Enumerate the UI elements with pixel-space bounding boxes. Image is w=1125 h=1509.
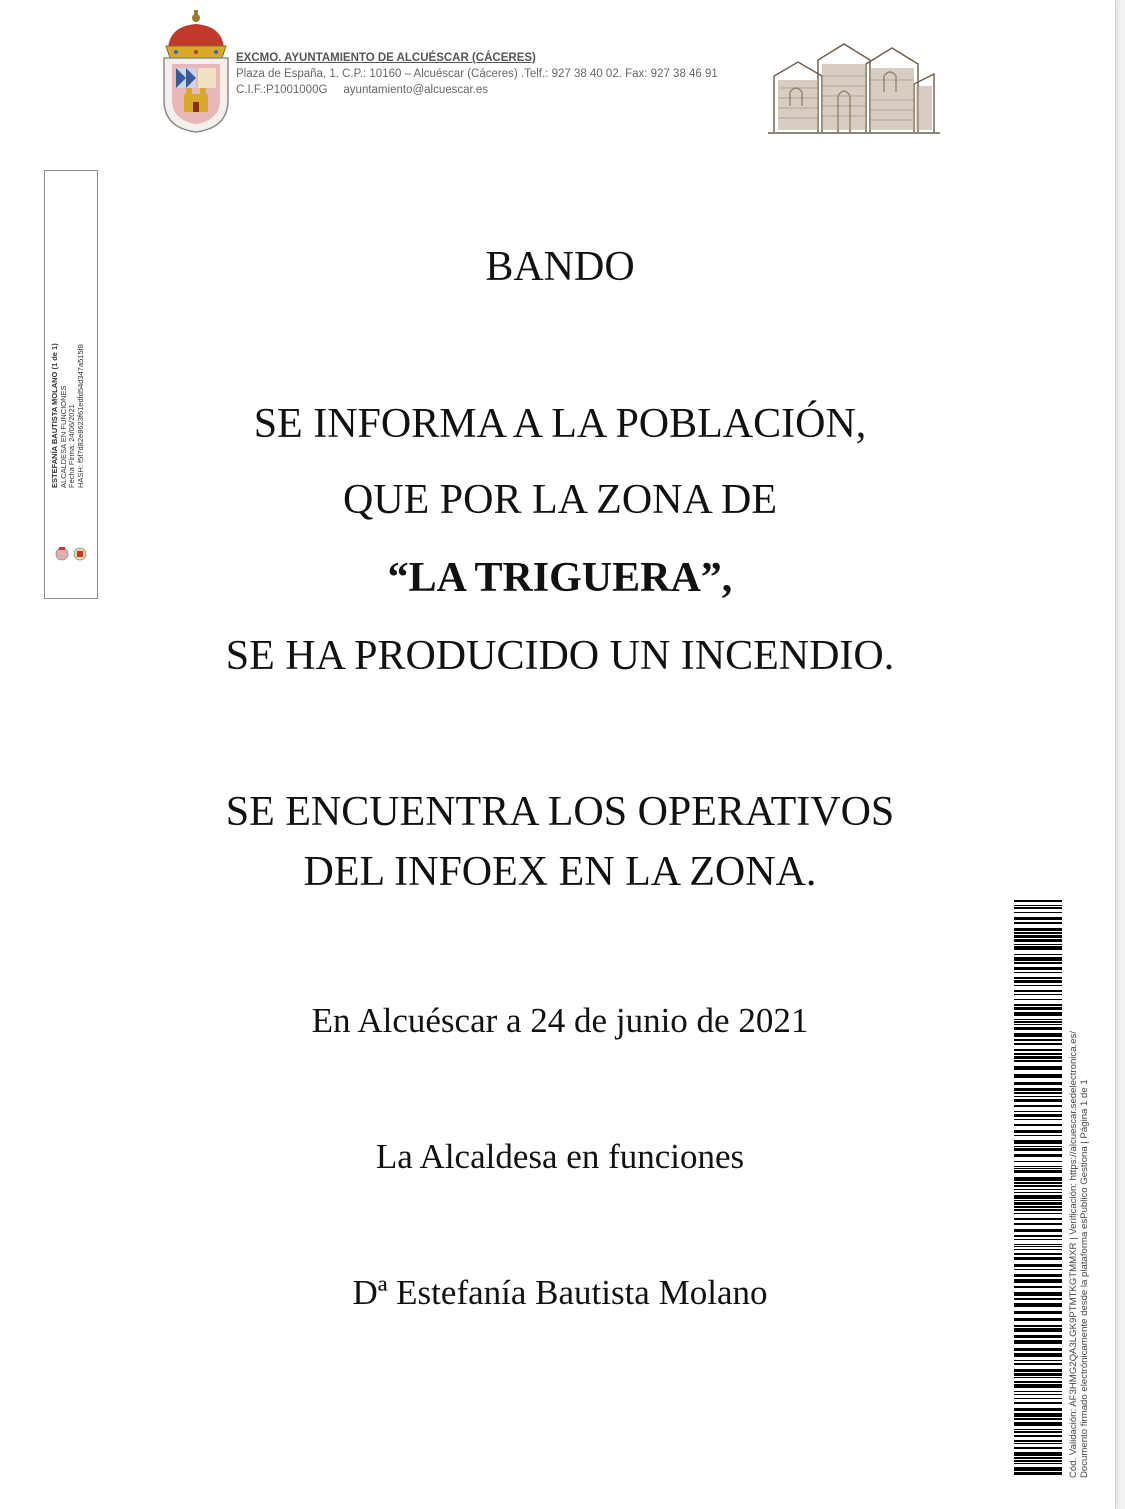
electronic-signature-stamp <box>44 170 98 599</box>
barcode-bar <box>1014 1452 1062 1456</box>
notice-line-5: SE ENCUENTRA LOS OPERATIVOS <box>225 789 895 835</box>
barcode-bar <box>1014 1418 1062 1420</box>
barcode-bar <box>1014 1053 1062 1055</box>
barcode-bar <box>1014 1303 1062 1307</box>
barcode-bar <box>1014 1088 1062 1091</box>
barcode-bar <box>1014 1253 1062 1255</box>
signer-position: La Alcaldesa en funciones <box>375 1137 745 1176</box>
barcode-bar <box>1014 1066 1062 1070</box>
notice-location: “LA TRIGUERA”, <box>387 555 733 601</box>
barcode-bar <box>1014 1298 1062 1300</box>
notice-line-2: QUE POR LA ZONA DE <box>342 477 777 523</box>
barcode-bar <box>1014 1325 1062 1327</box>
barcode-bar <box>1014 1206 1062 1208</box>
barcode-bar <box>1014 1213 1062 1214</box>
barcode-bar <box>1014 912 1062 913</box>
barcode-bar <box>1014 1218 1062 1220</box>
barcode-bar <box>1014 900 1062 902</box>
barcode-bar <box>1014 1111 1062 1112</box>
barcode-bar <box>1014 1472 1062 1475</box>
barcode-bar <box>1014 1369 1062 1372</box>
barcode-bar <box>1014 1161 1062 1162</box>
barcode-bar <box>1014 1185 1062 1187</box>
barcode-bar <box>1014 1394 1062 1395</box>
barcode-bar <box>1014 1019 1062 1020</box>
barcode-bar <box>1014 1130 1062 1133</box>
verification-platform: Documento firmado electrónicamente desde la plataforma esPublico Gestiona | Página 1 de 1 <box>1079 1079 1090 1478</box>
barcode-bar <box>1014 1335 1062 1338</box>
barcode-bar <box>1014 1024 1062 1025</box>
barcode-bar <box>1014 1311 1062 1314</box>
barcode-icon <box>1014 900 1062 1477</box>
barcode-bar <box>1014 1202 1062 1205</box>
barcode-bar <box>1014 1114 1062 1117</box>
barcode-bar <box>1014 1443 1062 1444</box>
verification-footer <box>1068 878 1090 1478</box>
barcode-bar <box>1014 907 1062 909</box>
barcode-bar <box>1014 1082 1062 1085</box>
barcode-bar <box>1014 1146 1062 1147</box>
barcode-bar <box>1014 1435 1062 1437</box>
barcode-bar <box>1014 1440 1062 1442</box>
barcode-bar <box>1014 1467 1062 1471</box>
barcode-bar <box>1014 1092 1062 1094</box>
barcode-bar <box>1014 1140 1062 1144</box>
signature-role: ALCALDESA EN FUNCIONES <box>58 385 68 488</box>
barcode-bar <box>1014 1235 1062 1237</box>
barcode-bar <box>1014 1192 1062 1193</box>
barcode-bar <box>1014 1105 1062 1107</box>
barcode-bar <box>1014 994 1062 995</box>
barcode-bar <box>1014 1239 1062 1240</box>
barcode-bar <box>1014 1200 1062 1201</box>
barcode-bar <box>1014 1244 1062 1245</box>
barcode-bar <box>1014 1135 1062 1136</box>
barcode-bar <box>1014 1229 1062 1232</box>
barcode-bar <box>1014 1340 1062 1344</box>
barcode-bar <box>1014 957 1062 961</box>
barcode-bar <box>1014 1124 1062 1126</box>
barcode-bar <box>1014 1413 1062 1417</box>
barcode-bar <box>1014 1166 1062 1167</box>
barcode-bar <box>1014 1189 1062 1190</box>
barcode-bar <box>1014 1209 1062 1211</box>
barcode-bar <box>1014 932 1062 934</box>
barcode-bar <box>1014 1012 1062 1016</box>
barcode-bar <box>1014 967 1062 970</box>
barcode-bar <box>1014 1246 1062 1247</box>
barcode-bar <box>1014 1154 1062 1157</box>
barcode-bar <box>1014 1422 1062 1426</box>
heading-bando: BANDO <box>485 244 635 290</box>
barcode-bar <box>1014 944 1062 945</box>
barcode-bar <box>1014 1170 1062 1173</box>
barcode-bar <box>1014 1353 1062 1357</box>
letterhead-cif: C.I.F.:P1001000G <box>236 84 328 96</box>
barcode-bar <box>1014 1056 1062 1059</box>
barcode-bar <box>1014 1257 1062 1260</box>
church-building-image <box>768 36 940 136</box>
barcode-bar <box>1014 1373 1062 1376</box>
barcode-bar <box>1014 917 1062 920</box>
notice-line-6: DEL INFOEX EN LA ZONA. <box>303 849 817 895</box>
barcode-bar <box>1014 1384 1062 1388</box>
signature-hash: HASH: f5f7d82e8623f61edfd54d347a515f8 <box>75 344 85 488</box>
barcode-bar <box>1014 1279 1062 1283</box>
barcode-bar <box>1014 977 1062 979</box>
barcode-bar <box>1014 1177 1062 1181</box>
barcode-bar <box>1014 1074 1062 1078</box>
barcode-bar <box>1014 1264 1062 1267</box>
barcode-bar <box>1014 1249 1062 1250</box>
barcode-bar <box>1014 1148 1062 1151</box>
barcode-bar <box>1014 939 1062 942</box>
barcode-bar <box>1014 1318 1062 1321</box>
barcode-bar <box>1014 1099 1062 1102</box>
barcode-bar <box>1014 1039 1062 1041</box>
barcode-bar <box>1014 1007 1062 1010</box>
barcode-bar <box>1014 1381 1062 1383</box>
signer-name: Dª Estefanía Bautista Molano <box>352 1273 768 1312</box>
barcode-bar <box>1014 1463 1062 1464</box>
letterhead-email: ayuntamiento@alcuescar.es <box>343 84 489 96</box>
barcode-bar <box>1014 1004 1062 1006</box>
barcode-bar <box>1014 928 1062 931</box>
barcode-bar <box>1014 1391 1062 1392</box>
barcode-bar <box>1014 1274 1062 1277</box>
coat-of-arms-icon <box>160 8 232 134</box>
barcode-bar <box>1014 1292 1062 1296</box>
barcode-bar <box>1014 990 1062 992</box>
barcode-bar <box>1014 946 1062 950</box>
verification-code: Cód. Validación: AF3HMG2QA3LGK9PTMTKGTMMXR | Verificación: https://alcuescar.sedelectronica.es/ <box>1068 1030 1079 1478</box>
barcode-bar <box>1014 954 1062 955</box>
barcode-bar <box>1014 1363 1062 1365</box>
barcode-bar <box>1014 1457 1062 1459</box>
notice-line-4: SE HA PRODUCIDO UN INCENDIO. <box>225 633 895 679</box>
barcode-bar <box>1014 1033 1062 1037</box>
barcode-bar <box>1014 1049 1062 1051</box>
barcode-bar <box>1014 972 1062 973</box>
barcode-bar <box>1014 1447 1062 1449</box>
barcode-bar <box>1014 1348 1062 1351</box>
barcode-bar <box>1014 1269 1062 1270</box>
barcode-bar <box>1014 922 1062 924</box>
barcode-bar <box>1014 1286 1062 1288</box>
barcode-bar <box>1014 1168 1062 1169</box>
barcode-bar <box>1014 1195 1062 1199</box>
signature-date: Fecha Firma: 24/06/2021 <box>67 404 76 488</box>
barcode-bar <box>1014 1328 1062 1332</box>
letterhead-address: Plaza de España, 1. C.P.: 10160 – Alcuéscar (Cáceres) .Telf.: 927 38 40 02. Fax: 927 38 46 91 <box>236 68 718 80</box>
barcode-bar <box>1014 1377 1062 1378</box>
barcode-bar <box>1014 1119 1062 1120</box>
notice-line-1: SE INFORMA A LA POBLACIÓN, <box>253 401 867 447</box>
barcode-bar <box>1014 1460 1062 1462</box>
letterhead-contact <box>236 82 718 98</box>
letterhead-title: EXCMO. AYUNTAMIENTO DE ALCUÉSCAR (CÁCERES) <box>236 52 536 64</box>
barcode-bar <box>1014 1429 1062 1430</box>
barcode-bar <box>1014 999 1062 1000</box>
barcode-bar <box>1014 1408 1062 1411</box>
barcode-bar <box>1014 985 1062 986</box>
barcode-bar <box>1014 980 1062 983</box>
barcode-bar <box>1014 905 1062 906</box>
barcode-bar <box>1014 1021 1062 1023</box>
barcode-bar <box>1014 1360 1062 1361</box>
barcode-bar <box>1014 1402 1062 1404</box>
barcode-bar <box>1014 1060 1062 1062</box>
barcode-bar <box>1014 1398 1062 1399</box>
barcode-bar <box>1014 1096 1062 1097</box>
barcode-bar <box>1014 1431 1062 1433</box>
letterhead <box>236 50 718 98</box>
barcode-bar <box>1014 1027 1062 1030</box>
barcode-bar <box>1014 1223 1062 1225</box>
barcode-bar <box>1014 962 1062 964</box>
barcode-bar <box>1014 1182 1062 1184</box>
barcode-bar <box>1014 935 1062 938</box>
signature-name: ESTEFANÍA BAUTISTA MOLANO (1 de 1) <box>50 343 59 488</box>
place-and-date: En Alcuéscar a 24 de junio de 2021 <box>311 1001 809 1040</box>
barcode-bar <box>1014 1043 1062 1045</box>
